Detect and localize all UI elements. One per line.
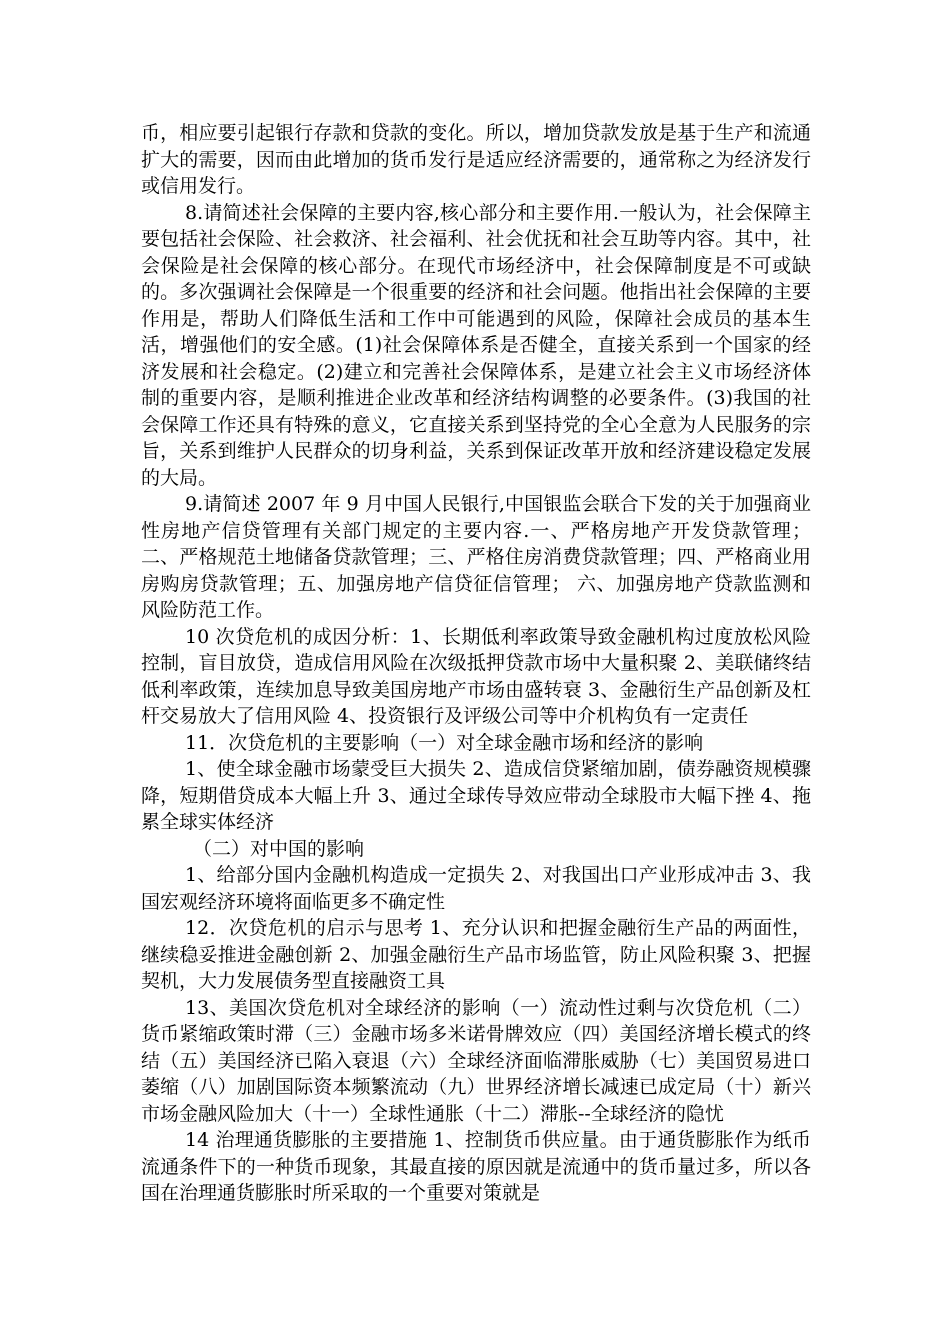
paragraph-q11-china-heading: （二）对中国的影响: [193, 837, 365, 860]
paragraph-q10-subprime-causes: 10 次贷危机的成因分析：1、长期低利率政策导致金融机构过度放松风险控制，盲目放贷，造成信用风险在次级抵押贷款市场中大量积聚 2、美联储终结低利率政策，连续加息导致美国房地产市场由盛转衰 3、金融衍生产品创新及杠杆交易放大了信用风险 4、投资银行及评级公司等中介机构负有一定责任: [141, 625, 811, 727]
paragraph-q14-inflation-measures: 14 治理通货膨胀的主要措施 1、控制货币供应量。由于通货膨胀作为纸币流通条件下的一种货币现象，其最直接的原因就是流通中的货币量过多，所以各国在治理通货膨胀时所采取的一个重要对策就是: [141, 1129, 811, 1204]
document-body: [141, 120, 811, 1207]
paragraph-q13-us-crisis-global: 13、美国次贷危机对全球经济的影响（一）流动性过剩与次贷危机（二）货币紧缩政策时滞（三）金融市场多米诺骨牌效应（四）美国经济增长模式的终结（五）美国经济已陷入衰退（六）全球经济面临滞胀威胁（七）美国贸易进口萎缩（八）加剧国际资本频繁流动（九）世界经济增长减速已成定局（十）新兴市场金融风险加大（十一）全球性通胀（十二）滞胀--全球经济的隐忧: [141, 996, 811, 1125]
paragraph-q12-lessons: 12．次贷危机的启示与思考 1、充分认识和把握金融衍生产品的两面性，继续稳妥推进金融创新 2、加强金融衍生产品市场监管，防止风险积聚 3、把握契机，大力发展债务型直接融资工具: [141, 917, 811, 992]
paragraph-q8-social-security: 8.请简述社会保障的主要内容,核心部分和主要作用.一般认为，社会保障主要包括社会保险、社会救济、社会福利、社会优抚和社会互助等内容。其中，社会保险是社会保障的核心部分。在现代市场经济中，社会保障制度是不可或缺的。多次强调社会保障是一个很重要的经济和社会问题。他指出社会保障的主要作用是，帮助人们降低生活和工作中可能遇到的风险，保障社会成员的基本生活，增强他们的安全感。(1)社会保障体系是否健全，直接关系到一个国家的经济发展和社会稳定。(2)建立和完善社会保障体系，是建立社会主义市场经济体制的重要内容，是顺利推进企业改革和经济结构调整的必要条件。(3)我国的社会保障工作还具有特殊的意义，它直接关系到坚持党的全心全意为人民服务的宗旨，关系到维护人民群众的切身利益，关系到保证改革开放和经济建设稳定发展的大局。: [141, 201, 811, 489]
paragraph-q11-subprime-impact: 11．次贷危机的主要影响（一）对全球金融市场和经济的影响: [185, 731, 704, 754]
paragraph-q9-real-estate-credit: 9.请简述 2007 年 9 月中国人民银行,中国银监会联合下发的关于加强商业性房地产信贷管理有关部门规定的主要内容.一、严格房地产开发贷款管理；二、严格规范土地储备贷款管理；三、严格住房消费贷款管理；四、严格商业用房购房贷款管理；五、加强房地产信贷征信管理； 六、加强房地产贷款监测和风险防范工作。: [141, 493, 811, 621]
paragraph-continuation: 币，相应要引起银行存款和贷款的变化。所以，增加贷款发放是基于生产和流通扩大的需要，因而由此增加的货币发行是适应经济需要的，通常称之为经济发行或信用发行。: [141, 122, 811, 197]
paragraph-q11-global-impact-list: 1、使全球金融市场蒙受巨大损失 2、造成信贷紧缩加剧，债券融资规模骤降，短期借贷成本大幅上升 3、通过全球传导效应带动全球股市大幅下挫 4、拖累全球实体经济: [141, 758, 811, 833]
paragraph-q11-china-impact-list: 1、给部分国内金融机构造成一定损失 2、对我国出口产业形成冲击 3、我国宏观经济环境将面临更多不确定性: [141, 864, 811, 913]
